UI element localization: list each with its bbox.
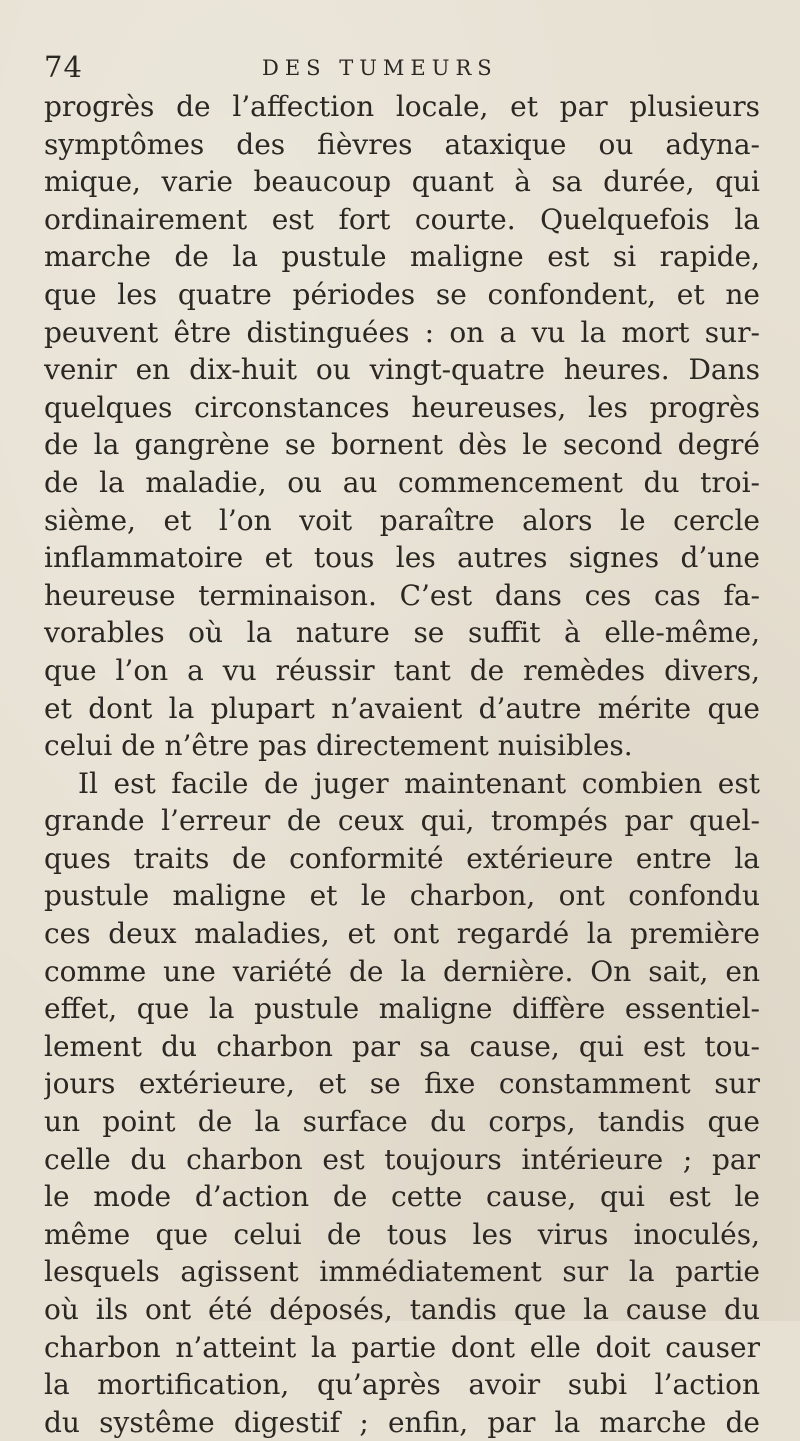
text-line: de la maladie, ou au commencement du troi- [44,465,760,499]
text-line: charbon n’atteint la partie dont elle doit causer [44,1330,760,1364]
text-line: jours extérieure, et se fixe constamment sur [44,1067,760,1101]
text-line: mique, varie beaucoup quant à sa durée, qui [44,165,760,199]
paragraph-start-line: Il est facile de juger maintenant combien est [78,766,760,800]
text-line: sième, et l’on voit paraître alors le cercle [44,503,760,537]
text-line: la mortification, qu’après avoir subi l’action [44,1368,760,1402]
body-text [44,88,760,1441]
text-line: venir en dix-huit ou vingt-quatre heures. Dans [44,353,760,387]
text-line: ordinairement est fort courte. Quelquefois la [44,202,760,236]
text-line: vorables où la nature se suffit à elle-même, [44,616,760,650]
text-line: inflammatoire et tous les autres signes d’une [44,541,760,575]
text-line: où ils ont été déposés, tandis que la cause du [44,1293,760,1326]
text-line: le mode d’action de cette cause, qui est le [44,1180,760,1214]
text-line: marche de la pustule maligne est si rapide, [44,240,760,274]
text-line: lement du charbon par sa cause, qui est tou- [44,1029,760,1063]
text-line: peuvent être distinguées : on a vu la mort sur- [44,315,760,349]
text-line: que l’on a vu réussir tant de remèdes divers, [44,653,760,687]
text-line: et dont la plupart n’avaient d’autre mérite que [44,691,760,725]
text-line: un point de la surface du corps, tandis que [44,1105,760,1139]
text-line: que les quatre périodes se confondent, et ne [44,277,760,311]
page-number: 74 [44,50,83,84]
text-line: du systême digestif ; enfin, par la marche de [44,1405,760,1439]
text-line: grande l’erreur de ceux qui, trompés par quel- [44,804,760,838]
text-line: effet, que la pustule maligne diffère essentiel- [44,992,760,1026]
text-line: de la gangrène se bornent dès le second degré [44,428,760,462]
text-line: ces deux maladies, et ont regardé la première [44,917,760,951]
text-line: heureuse terminaison. C’est dans ces cas fa- [44,578,760,612]
text-line: celui de n’être pas directement nuisibles. [44,729,633,763]
text-line: lesquels agissent immédiatement sur la partie [44,1255,760,1289]
text-line: même que celui de tous les virus inoculés, [44,1217,760,1251]
running-head: DES TUMEURS [262,56,498,80]
text-line: pustule maligne et le charbon, ont confondu [44,879,760,913]
text-line: comme une variété de la dernière. On sait, en [44,954,760,988]
text-line: celle du charbon est toujours intérieure ; par [44,1142,760,1176]
text-line: ques traits de conformité extérieure entre la [44,841,760,875]
text-line: quelques circonstances heureuses, les progrès [44,390,760,424]
page-header [0,50,800,90]
text-line: symptômes des fièvres ataxique ou adyna- [44,127,760,161]
text-line: progrès de l’affection locale, et par plusieurs [44,90,760,123]
